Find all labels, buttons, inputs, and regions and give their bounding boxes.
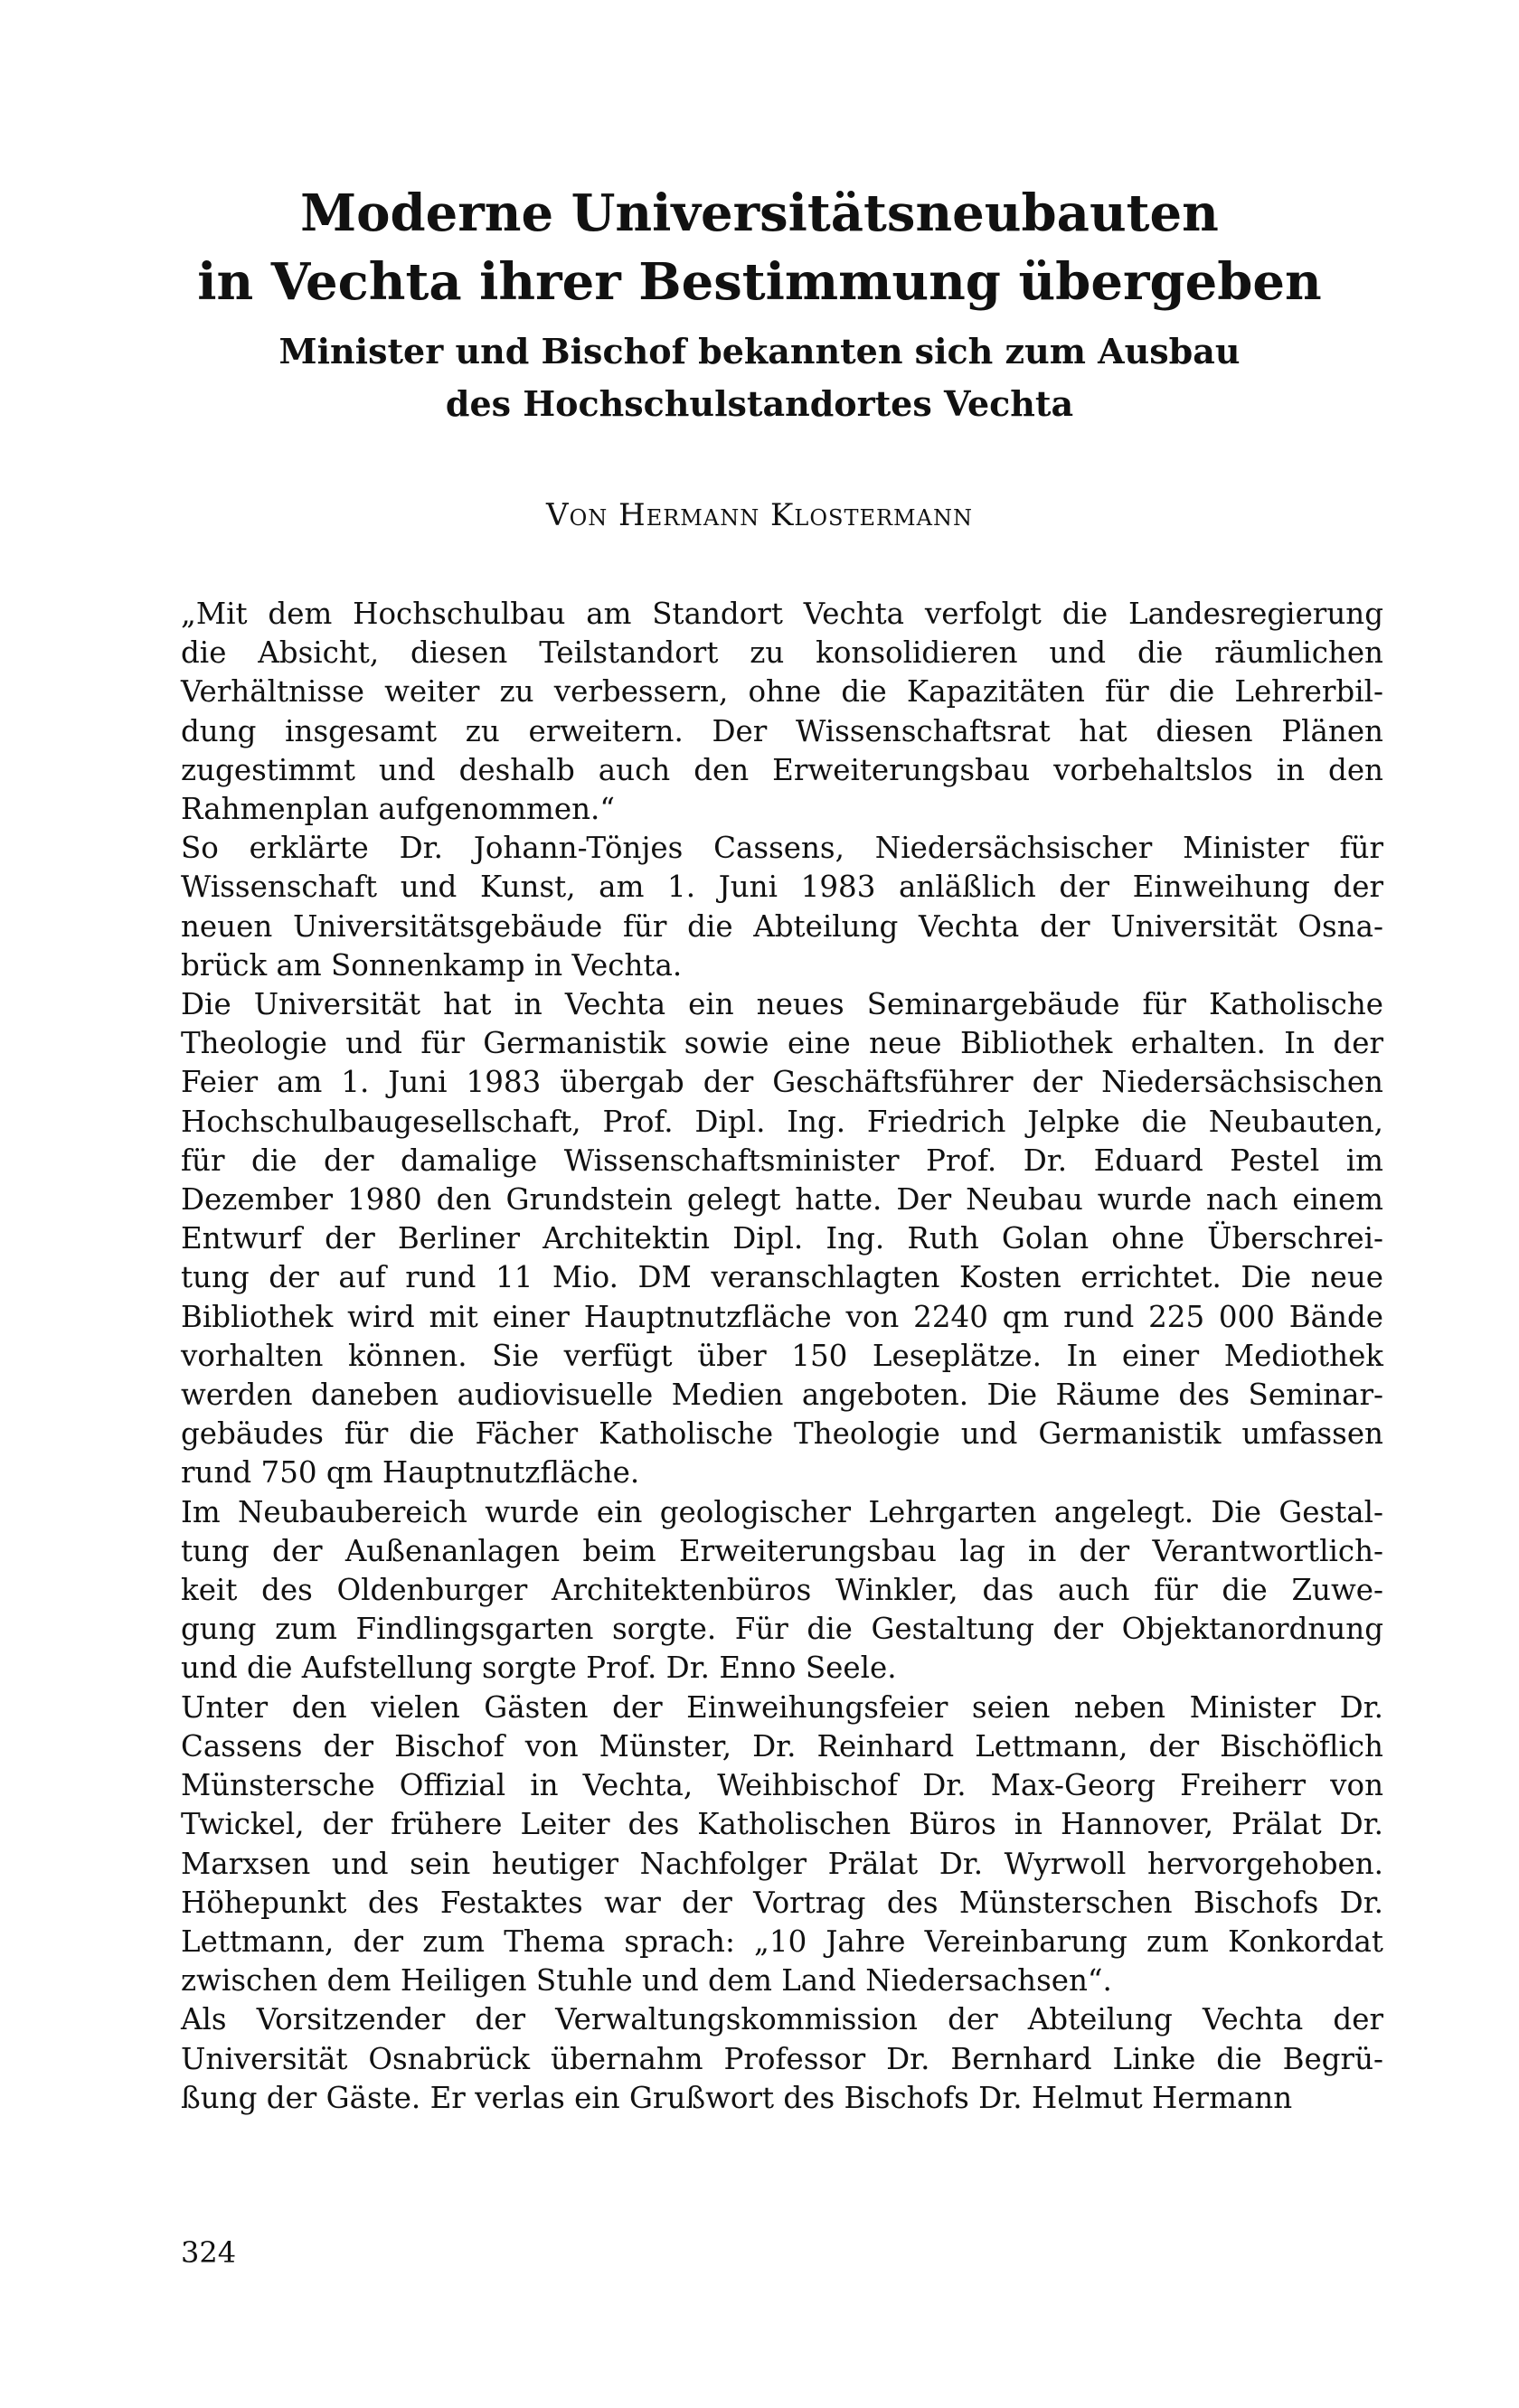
text-line: Als Vorsitzender der Verwaltungskommission der Abteilung Vechta der bbox=[181, 2002, 1383, 2037]
text-line: und die Aufstellung sorgte Prof. Dr. Enno Seele. bbox=[181, 1651, 897, 1686]
subtitle-line: des Hochschulstandortes Vechta bbox=[445, 383, 1074, 424]
text-line: tung der auf rund 11 Mio. DM veranschlagten Kosten errichtet. Die neue bbox=[181, 1260, 1383, 1295]
text-line: Marxsen und sein heutiger Nachfolger Prälat Dr. Wyrwoll hervorgehoben. bbox=[181, 1846, 1383, 1881]
text-line: werden daneben audiovisuelle Medien angeboten. Die Räume des Seminar- bbox=[181, 1378, 1383, 1413]
paragraph bbox=[181, 985, 1383, 1493]
text-line: für die der damalige Wissenschaftsminister Prof. Dr. Eduard Pestel im bbox=[181, 1143, 1383, 1178]
text-line: Münstersche Offizial in Vechta, Weihbischof Dr. Max-Georg Freiherr von bbox=[181, 1768, 1383, 1803]
text-line: tung der Außenanlagen beim Erweiterungsbau lag in der Verantwortlich- bbox=[181, 1533, 1383, 1568]
paragraph bbox=[181, 1493, 1383, 1688]
text-line: Bibliothek wird mit einer Hauptnutzfläche von 2240 qm rund 225 000 Bände bbox=[181, 1299, 1383, 1334]
text-line: So erklärte Dr. Johann-Tönjes Cassens, Niedersächsischer Minister für bbox=[181, 831, 1383, 866]
text-line: Unter den vielen Gästen der Einweihungsfeier seien neben Minister Dr. bbox=[181, 1689, 1383, 1725]
text-line: Im Neubaubereich wurde ein geologischer Lehrgarten angelegt. Die Gestal- bbox=[181, 1494, 1383, 1529]
text-line: rund 750 qm Hauptnutzfläche. bbox=[181, 1455, 640, 1491]
text-line: Entwurf der Berliner Architektin Dipl. Ing. Ruth Golan ohne Überschrei- bbox=[181, 1221, 1383, 1256]
text-line: Dezember 1980 den Grundstein gelegt hatte. Der Neubau wurde nach einem bbox=[181, 1182, 1383, 1218]
text-line: Lettmann, der zum Thema sprach: „10 Jahre Vereinbarung zum Konkordat bbox=[181, 1924, 1383, 1959]
text-line: Feier am 1. Juni 1983 übergab der Geschäftsführer der Niedersächsischen bbox=[181, 1065, 1383, 1100]
title-line: Moderne Universitätsneubauten bbox=[300, 183, 1219, 243]
text-line: Höhepunkt des Festaktes war der Vortrag des Münsterschen Bischofs Dr. bbox=[181, 1885, 1383, 1920]
text-line: Twickel, der frühere Leiter des Katholischen Büros in Hannover, Prälat Dr. bbox=[181, 1807, 1383, 1842]
text-line: dung insgesamt zu erweitern. Der Wissenschaftsrat hat diesen Plänen bbox=[181, 713, 1383, 748]
paragraph bbox=[181, 1688, 1383, 2001]
text-line: gung zum Findlingsgarten sorgte. Für die Gestaltung der Objektanordnung bbox=[181, 1612, 1383, 1647]
article-body bbox=[181, 595, 1383, 2118]
text-line: Universität Osnabrück übernahm Professor Dr. Bernhard Linke die Begrü- bbox=[181, 2041, 1383, 2076]
page-number: 324 bbox=[181, 2235, 237, 2270]
text-line: die Absicht, diesen Teilstandort zu konsolidieren und die räumlichen bbox=[181, 635, 1383, 671]
text-line: zwischen dem Heiligen Stuhle und dem Land Niedersachsen“. bbox=[181, 1963, 1112, 1999]
title-line: in Vechta ihrer Bestimmung übergeben bbox=[197, 252, 1322, 312]
paragraph bbox=[181, 829, 1383, 985]
text-line: vorhalten können. Sie verfügt über 150 Leseplätze. In einer Mediothek bbox=[181, 1338, 1383, 1373]
article-subtitle bbox=[181, 325, 1338, 430]
article-title bbox=[181, 179, 1338, 316]
text-line: brück am Sonnenkamp in Vechta. bbox=[181, 947, 683, 983]
text-line: Die Universität hat in Vechta ein neues Seminargebäude für Katholische bbox=[181, 987, 1383, 1022]
paragraph bbox=[181, 595, 1383, 829]
author-byline: Von Hermann Klostermann bbox=[546, 497, 973, 533]
text-line: keit des Oldenburger Architektenbüros Winkler, das auch für die Zuwe- bbox=[181, 1573, 1383, 1608]
paragraph bbox=[181, 2000, 1383, 2118]
text-line: gebäudes für die Fächer Katholische Theologie und Germanistik umfassen bbox=[181, 1416, 1383, 1452]
text-line: ßung der Gäste. Er verlas ein Grußwort des Bischofs Dr. Helmut Hermann bbox=[181, 2080, 1293, 2115]
text-line: Cassens der Bischof von Münster, Dr. Reinhard Lettmann, der Bischöflich bbox=[181, 1728, 1383, 1764]
text-line: Theologie und für Germanistik sowie eine neue Bibliothek erhalten. In der bbox=[181, 1026, 1383, 1061]
text-line: zugestimmt und deshalb auch den Erweiterungsbau vorbehaltslos in den bbox=[181, 752, 1383, 787]
text-line: Rahmenplan aufgenommen.“ bbox=[181, 792, 615, 827]
text-line: Hochschulbaugesellschaft, Prof. Dipl. Ing. Friedrich Jelpke die Neubauten, bbox=[181, 1104, 1383, 1139]
text-line: „Mit dem Hochschulbau am Standort Vechta verfolgt die Landesregierung bbox=[181, 597, 1383, 631]
text-line: Verhältnisse weiter zu verbessern, ohne die Kapazitäten für die Lehrerbil- bbox=[181, 674, 1383, 710]
text-line: neuen Universitätsgebäude für die Abteilung Vechta der Universität Osna- bbox=[181, 908, 1383, 944]
subtitle-line: Minister und Bischof bekannten sich zum Ausbau bbox=[278, 331, 1241, 372]
text-line: Wissenschaft und Kunst, am 1. Juni 1983 anläßlich der Einweihung der bbox=[181, 870, 1383, 905]
